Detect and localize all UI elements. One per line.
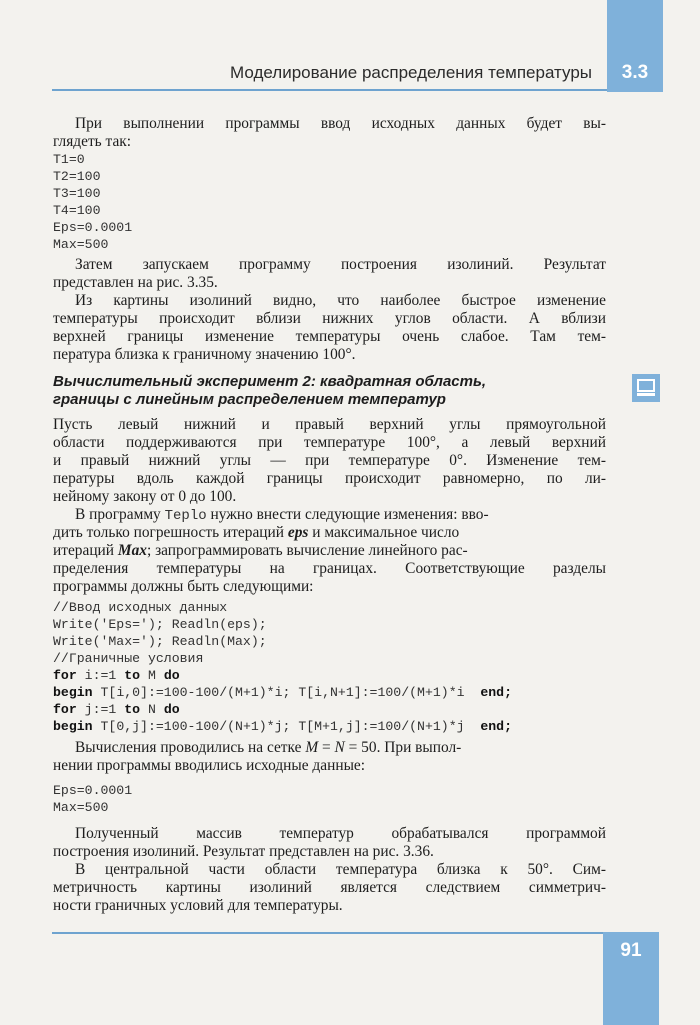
math-var: M [305,739,319,756]
text-run: итераций [53,542,118,559]
code-keyword: to [124,702,141,717]
text-line: Полученный массив температур обрабатывался программой [75,825,606,842]
code-keyword: do [163,702,180,717]
code-line: Max=500 [53,800,109,815]
code-line [53,701,606,719]
text-line: температуры происходит вблизи нижних углов области. А вблизи [53,310,606,327]
code-line: Write('Eps='); Readln(eps); [53,617,267,632]
text-line: В центральной части области температура близка к 50°. Сим- [75,861,606,878]
text-run: Вычисления проводились на сетке [75,739,306,756]
code-line [53,667,606,685]
text-line [53,542,606,560]
code-keyword: to [124,668,141,683]
section-heading: Вычислительный эксперимент 2: квадратная область, [53,373,487,390]
code-keyword: begin [53,719,93,734]
inline-var: eps [287,524,309,541]
page-number: 91 [620,940,642,961]
text-run: дить только погрешность итераций [53,524,288,541]
text-line: пература близка к граничному значению 100°. [53,346,356,363]
text-line: и правый нижний углы — при температуре 0°. Изменение тем- [53,452,606,469]
code-keyword: for [53,668,77,683]
text-line [53,739,606,757]
text-line: Затем запускаем программу построения изолиний. Результат [75,256,606,273]
text-line: ности граничных условий для температуры. [53,897,343,914]
text-line: пературы вдоль каждой границы происходит равномерно, по ли- [53,470,606,487]
code-text: T[i,0]:=100-100/(M+1)*i; T[i,N+1]:=100/(M+1)*i [92,685,481,700]
text-line: верхней границы изменение температуры очень слабое. Там тем- [53,328,606,345]
code-comment: //Ввод исходных данных [53,600,228,615]
code-text: j:=1 [76,702,125,717]
code-keyword: end; [480,685,513,700]
text-run: = [318,739,335,756]
section-number: 3.3 [621,62,649,83]
text-line [53,506,606,525]
text-run: нужно внести следующие изменения: вво- [206,506,489,523]
text-line: программы должны быть следующими: [53,578,314,595]
text-line [53,524,606,542]
code-line: T2=100 [53,169,101,184]
code-text: T[0,j]:=100-100/(N+1)*j; T[M+1,j]:=100/(N+1)*j [92,719,481,734]
text-line: глядеть так: [53,133,132,150]
section-tab [607,0,663,92]
computer-icon [632,374,660,402]
code-line: Max=500 [53,237,109,252]
code-keyword: end; [480,719,513,734]
math-var: N [334,739,345,756]
code-line: T4=100 [53,203,101,218]
text-line: пределения температуры на границах. Соответствующие разделы [53,560,606,577]
text-line: нении программы вводились исходные данные: [53,757,366,774]
text-line: метричность картины изолиний является следствием симметрич- [53,879,606,896]
code-keyword: for [53,702,77,717]
inline-code: Teplo [164,508,207,524]
code-line: T3=100 [53,186,101,201]
text-line: При выполнении программы ввод исходных данных будет вы- [75,115,606,132]
text-line: представлен на рис. 3.35. [53,274,218,291]
code-text: i:=1 [76,668,125,683]
text-run: = 50. При выпол- [344,739,462,756]
page-header-title: Моделирование распределения температуры [230,63,592,82]
code-line: Write('Max='); Readln(Max); [53,634,267,649]
text-run: В программу [75,506,165,523]
code-keyword: begin [53,685,93,700]
text-line: Из картины изолиний видно, что наиболее быстрое изменение [75,292,606,309]
code-comment: //Граничные условия [53,651,204,666]
text-run: ; запрограммировать вычисление линейного рас- [146,542,468,559]
text-line: построения изолиний. Результат представлен на рис. 3.36. [53,843,434,860]
code-keyword: do [163,668,180,683]
code-line [53,684,606,702]
text-run: и максимальное число [308,524,460,541]
code-line: Eps=0.0001 [53,783,133,798]
code-line: T1=0 [53,152,85,167]
page-number-tab [603,932,659,1025]
text-line: нейному закону от 0 до 100. [53,488,237,505]
text-line: области поддерживаются при температуре 100°, а левый верхний [53,434,606,451]
code-text: N [140,702,164,717]
footer-divider [52,932,604,934]
header-divider [52,89,612,91]
code-text: M [140,668,164,683]
section-heading: границы с линейным распределением температур [53,391,446,408]
text-line: Пусть левый нижний и правый верхний углы прямоугольной [53,416,606,433]
code-line: Eps=0.0001 [53,220,133,235]
code-line [53,718,606,736]
inline-var: Max [117,542,147,559]
